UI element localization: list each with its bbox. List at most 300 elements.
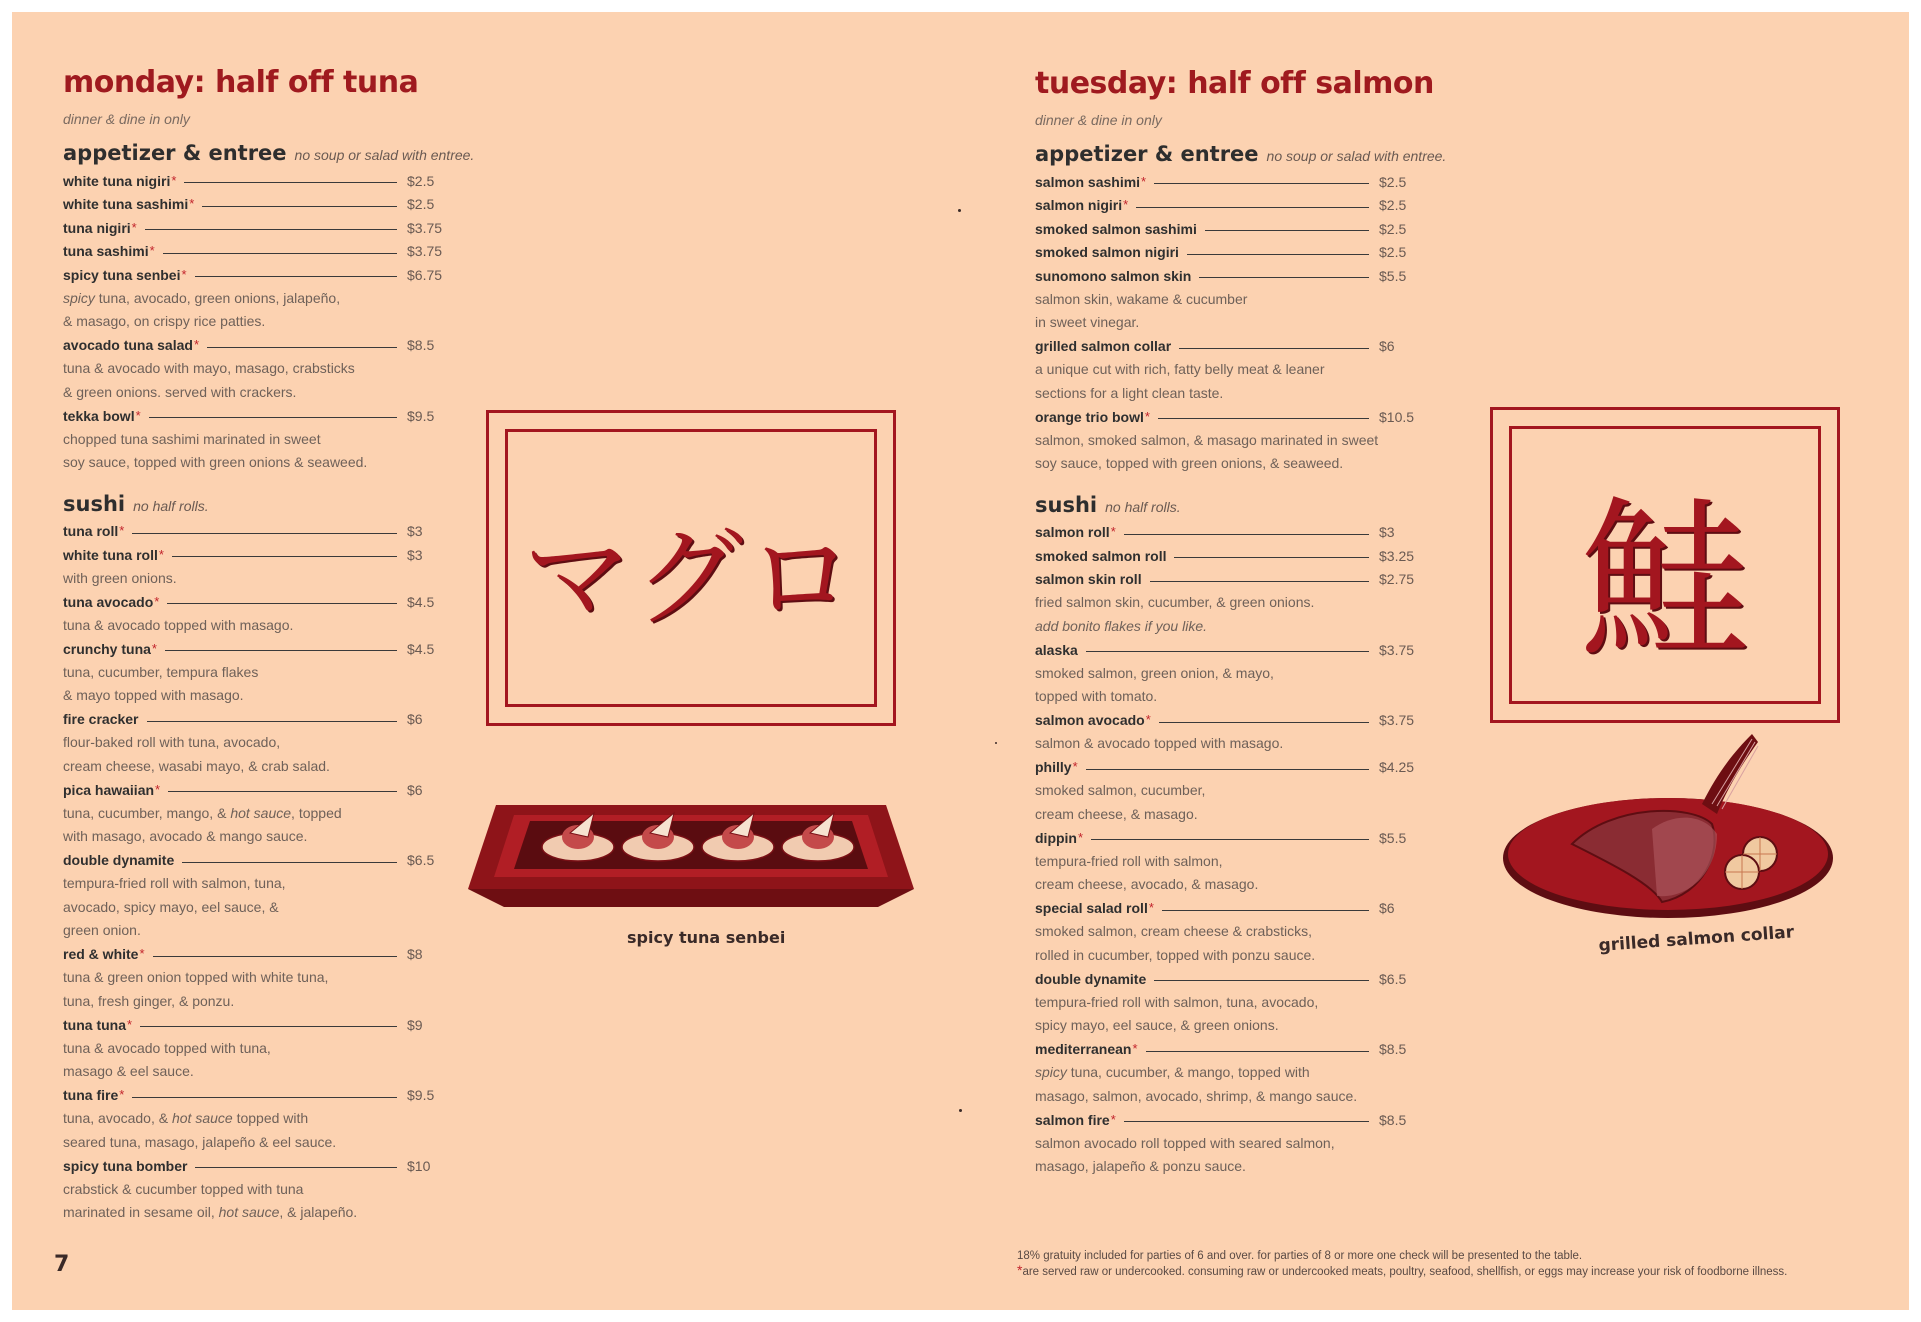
item-description [1035,662,1495,709]
price-leader-line [132,533,397,534]
item-description [1035,850,1495,897]
description-line [1035,1085,1495,1109]
section-note: no half rolls. [133,497,209,514]
description-text: tuna & avocado topped with tuna, [63,1039,271,1056]
item-name: tuna fire [63,1087,119,1104]
price-leader-line [145,229,397,230]
price-leader-line [195,276,397,277]
price-leader-line [1174,557,1369,558]
description-line [63,1131,523,1155]
description-text: tuna, avocado, green onions, jalapeño, [94,289,341,306]
menu-item: philly * $4.25 [1035,756,1417,780]
monday-appetizer-header [63,140,523,169]
item-price: $8.5 [1379,1041,1407,1058]
menu-item [1035,241,1417,265]
item-price: $4.25 [1379,759,1415,776]
item-price: $6 [1379,338,1395,355]
item-price: $3.75 [407,243,443,260]
item-price: $9 [407,1016,423,1033]
raw-food-warning-text: are served raw or undercooked. consuming raw or undercooked meats, poultry, seafood, shellfish, or eggs may increase your risk of foodborne illness. [1022,1266,1788,1278]
item-price: $6.5 [1379,970,1407,987]
menu-item: salmon nigiri * $2.5 [1035,194,1417,218]
price-leader-line [184,182,397,183]
price-leader-line [182,862,397,863]
item-description [1035,288,1495,335]
menu-item [1035,568,1417,592]
monday-title: monday: half off tuna [63,65,419,100]
description-text: a unique cut with rich, fatty belly meat & leaner [1035,361,1325,377]
item-name: white tuna nigiri [63,172,171,189]
description-text: masago, jalapeño & ponzu sauce. [1035,1158,1246,1174]
item-name: salmon roll [1035,524,1110,541]
description-line [63,966,523,990]
description-line [1035,685,1495,709]
description-text: tuna, fresh ginger, & ponzu. [63,992,235,1009]
item-description [63,1037,523,1084]
item-name: avocado tuna salad [63,337,193,354]
item-price: $4.5 [407,640,435,657]
price-leader-line [1086,769,1369,770]
item-name: tuna sashimi [63,243,149,260]
description-line [1035,591,1495,615]
item-name: sunomono salmon skin [1035,267,1192,284]
description-text: tempura-fried roll with salmon, [1035,852,1223,869]
spicy-tuna-senbei-illustration [468,797,914,917]
item-name: mediterranean [1035,1041,1132,1058]
description-line [1035,382,1495,406]
description-line [63,1178,523,1202]
item-name: orange trio bowl [1035,408,1144,425]
item-name: smoked salmon roll [1035,547,1167,564]
item-name: double dynamite [1035,970,1147,987]
section-title: appetizer & entree [1035,142,1259,166]
description-line [1035,452,1495,476]
item-name: pica hawaiian [63,781,155,798]
price-leader-line [207,347,397,348]
menu-item: crunchy tuna * $4.5 [63,637,445,661]
description-text: tuna, cucumber, & mango, topped with [1066,1064,1310,1080]
description-line [63,1201,523,1225]
item-description [1035,1132,1495,1179]
menu-item: red & white * $8 [63,943,445,967]
description-line [1035,732,1495,756]
tuesday-title: tuesday: half off salmon [1035,66,1434,101]
price-leader-line [132,1097,397,1098]
price-leader-line [1205,230,1369,231]
item-price: $6 [407,781,423,798]
item-price: $3 [1379,524,1395,541]
price-leader-line [149,417,397,418]
description-text: tuna, cucumber, tempura flakes [63,663,259,680]
description-line [1035,1061,1495,1085]
item-name: fire cracker [63,711,139,728]
section-title: appetizer & entree [63,141,287,165]
price-leader-line [163,253,397,254]
section-note: no soup or salad with entree. [1266,148,1447,164]
description-line [1035,662,1495,686]
menu-item: orange trio bowl * $10.5 [1035,405,1417,429]
item-price: $3.75 [407,219,443,236]
price-leader-line [172,556,397,557]
description-text: tuna & green onion topped with white tuna, [63,969,329,985]
price-leader-line [1146,1051,1369,1052]
price-leader-line [140,1026,397,1027]
description-line [1035,944,1495,968]
tuesday-column [1035,65,1495,1179]
description-text: cream cheese, wasabi mayo, & crab salad. [63,757,330,774]
description-line [63,896,523,920]
item-name: crunchy tuna [63,640,151,657]
description-text: green onion. [63,922,141,938]
item-name: smoked salmon sashimi [1035,220,1197,237]
menu-item: tuna sashimi * $3.75 [63,240,445,264]
description-line [63,428,523,452]
item-description [63,287,523,334]
description-text: & masago, on crispy rice patties. [63,313,266,329]
item-name: red & white [63,946,139,963]
description-line [1035,779,1495,803]
menu-item: salmon sashimi * $2.5 [1035,170,1417,194]
section-title: sushi [1035,492,1098,517]
description-text: tuna & avocado topped with masago. [63,616,294,633]
price-leader-line [1162,910,1369,911]
item-price: $2.5 [1379,173,1407,190]
description-text: & green onions. served with crackers. [63,383,297,400]
item-description [1035,358,1495,405]
description-text: tuna, avocado, & [63,1110,172,1126]
description-line [1035,429,1495,453]
description-text: masago & eel sauce. [63,1063,194,1079]
item-description [63,872,523,943]
item-description [1035,920,1495,967]
menu-item: avocado tuna salad * $8.5 [63,334,445,358]
description-line [63,1060,523,1084]
item-description [63,966,523,1013]
item-price: $2.75 [1379,571,1415,588]
description-text: seared tuna, masago, jalapeño & eel sauce. [63,1133,337,1150]
price-leader-line [1179,348,1369,349]
item-name: salmon skin roll [1035,571,1142,588]
description-text: with green onions. [63,569,177,586]
item-name: tuna avocado [63,593,154,610]
item-price: $2.5 [1379,220,1407,237]
description-text: cream cheese, & masago. [1035,805,1198,822]
description-text: avocado, spicy mayo, eel sauce, & [63,898,279,915]
description-line [63,661,523,685]
price-leader-line [1158,418,1369,419]
tuesday-sushi-list [1035,521,1495,1179]
description-text: topped with tomato. [1035,688,1158,704]
item-name: salmon sashimi [1035,173,1141,190]
item-name: tekka bowl [63,407,135,424]
description-text: chopped tuna sashimi marinated in sweet [63,430,321,447]
description-text: marinated in sesame oil, [63,1204,219,1220]
raw-food-warning [1017,1263,1897,1279]
item-description [63,661,523,708]
menu-page [12,12,1909,1310]
description-italic: spicy [1035,1064,1067,1080]
section-title: sushi [63,491,126,516]
menu-item: salmon fire * $8.5 [1035,1108,1417,1132]
description-line [1035,850,1495,874]
item-name: philly [1035,759,1072,776]
spicy-tuna-senbei-caption: spicy tuna senbei [627,928,786,947]
item-price: $10 [407,1157,431,1174]
gratuity-note: 18% gratuity included for parties of 6 and over. for parties of 8 or more one check will be presented to the table. [1017,1250,1583,1262]
item-price: $9.5 [407,407,435,424]
description-text: spicy mayo, eel sauce, & green onions. [1035,1017,1279,1033]
description-line [63,990,523,1014]
item-price: $6 [1379,900,1395,917]
item-price: $6.75 [407,266,443,283]
item-price: $3.75 [1379,641,1415,658]
description-line [63,731,523,755]
item-description [63,731,523,778]
decorative-dot [995,742,997,744]
item-name: spicy tuna bomber [63,1157,188,1174]
item-description [1035,1061,1495,1108]
star-marker: * [1017,1262,1023,1278]
item-description [1035,991,1495,1038]
price-leader-line [1159,722,1369,723]
description-text: with masago, avocado & mango sauce. [63,828,308,844]
menu-item: white tuna roll * $3 [63,543,445,567]
item-name: salmon avocado [1035,712,1145,729]
description-line [1035,991,1495,1015]
menu-item [1035,967,1417,991]
menu-item [1035,217,1417,241]
grilled-salmon-collar-illustration [1502,734,1842,934]
price-leader-line [1150,581,1369,582]
price-leader-line [168,791,397,792]
price-leader-line [202,206,397,207]
description-text: salmon skin, wakame & cucumber [1035,290,1248,307]
monday-sushi-list [63,520,523,1225]
item-price: $5.5 [1379,829,1407,846]
menu-item: tuna fire * $9.5 [63,1084,445,1108]
menu-item [1035,544,1417,568]
description-italic: hot sauce [230,804,292,821]
description-line [63,755,523,779]
item-price: $10.5 [1379,408,1415,425]
description-text: crabstick & cucumber topped with tuna [63,1180,304,1197]
description-line [63,684,523,708]
item-description [1035,591,1495,638]
footer-disclaimer [1017,1249,1897,1279]
tuesday-sushi-header [1035,492,1495,521]
description-text: tempura-fried roll with salmon, tuna, avocado, [1035,993,1319,1010]
description-text: topped with [232,1110,309,1126]
description-text: flour-baked roll with tuna, avocado, [63,734,281,750]
description-text: tuna, cucumber, mango, & [63,804,231,821]
description-text: tempura-fried roll with salmon, tuna, [63,875,286,891]
description-line [63,451,523,475]
description-text: salmon avocado roll topped with seared salmon, [1035,1134,1335,1151]
item-description [63,428,523,475]
description-italic: hot sauce [171,1110,233,1126]
description-text: salmon & avocado topped with masago. [1035,735,1284,751]
description-line [1035,288,1495,312]
item-price: $3.25 [1379,547,1415,564]
section-note: no half rolls. [1105,498,1181,515]
description-line [63,825,523,849]
description-text: smoked salmon, cucumber, [1035,782,1206,798]
description-line [1035,1155,1495,1179]
menu-item: tuna tuna * $9 [63,1013,445,1037]
description-text: smoked salmon, green onion, & mayo, [1035,664,1274,681]
item-name: special salad roll [1035,900,1148,917]
description-text: masago, salmon, avocado, shrimp, & mango sauce. [1035,1087,1358,1104]
item-description [63,357,523,404]
page-number: 7 [54,1252,70,1277]
salmon-kanji-inner-frame [1509,426,1821,704]
description-line [63,381,523,405]
menu-item: pica hawaiian * $6 [63,778,445,802]
description-text: in sweet vinegar. [1035,314,1140,330]
item-description [63,1178,523,1225]
description-line [63,287,523,311]
price-leader-line [1124,1121,1369,1122]
description-line [63,614,523,638]
item-price: $5.5 [1379,267,1407,284]
menu-item [63,708,445,732]
item-name: white tuna sashimi [63,196,189,213]
description-text: rolled in cucumber, topped with ponzu sauce. [1035,946,1316,963]
description-line [63,1037,523,1061]
description-line [1035,873,1495,897]
item-description [1035,779,1495,826]
item-name: tuna roll [63,523,119,540]
description-text: & mayo topped with masago. [63,687,244,703]
grilled-salmon-collar-caption: grilled salmon collar [1598,922,1795,956]
item-description [63,567,523,591]
salmon-kanji: 鮭 [1579,481,1750,680]
description-line [1035,920,1495,944]
monday-sushi-header [63,491,523,520]
item-name: double dynamite [63,852,175,869]
price-leader-line [195,1167,397,1168]
description-text: soy sauce, topped with green onions & seaweed. [63,454,368,470]
price-leader-line [1136,207,1369,208]
description-text: , topped [291,804,342,821]
description-line [1035,1014,1495,1038]
description-line [63,310,523,334]
description-line [1035,358,1495,382]
decorative-dot [959,1109,962,1112]
menu-item: white tuna nigiri * $2.5 [63,169,445,193]
description-line [1035,1132,1495,1156]
description-line [63,567,523,591]
menu-item [1035,264,1417,288]
menu-item [63,849,445,873]
description-text: , & jalapeño. [279,1204,358,1220]
description-line [63,1107,523,1131]
description-text: salmon, smoked salmon, & masago marinated in sweet [1035,431,1379,448]
price-leader-line [1154,980,1369,981]
menu-item [1035,638,1417,662]
menu-item: spicy tuna senbei * $6.75 [63,263,445,287]
item-name: tuna tuna [63,1016,126,1033]
item-name: tuna nigiri [63,219,131,236]
item-name: salmon fire [1035,1111,1110,1128]
menu-item: special salad roll * $6 [1035,897,1417,921]
menu-item: tuna roll * $3 [63,520,445,544]
menu-item [63,1154,445,1178]
item-name: alaska [1035,641,1078,658]
price-leader-line [1154,183,1369,184]
description-text: sections for a light clean taste. [1035,384,1224,401]
item-description [63,1107,523,1154]
price-leader-line [1187,254,1369,255]
item-description [1035,429,1495,476]
description-text: fried salmon skin, cucumber, & green onions. [1035,594,1315,610]
menu-item: salmon roll * $3 [1035,521,1417,545]
tuna-kanji-frame [486,410,896,726]
monday-column [63,64,523,1225]
salmon-kanji-frame [1490,407,1840,723]
price-leader-line [165,650,397,651]
item-price: $3 [407,546,423,563]
description-line [63,802,523,826]
decorative-dot [958,209,961,212]
item-price: $2.5 [1379,244,1407,261]
tuesday-appetizer-list [1035,170,1495,476]
price-leader-line [147,721,397,722]
menu-item: tuna avocado * $4.5 [63,590,445,614]
item-description [63,802,523,849]
item-price: $2.5 [1379,197,1407,214]
description-line [63,357,523,381]
menu-item: white tuna sashimi * $2.5 [63,193,445,217]
description-italic: hot sauce [218,1204,280,1220]
item-price: $2.5 [407,196,435,213]
description-text: tuna & avocado with mayo, masago, crabsticks [63,360,355,376]
item-price: $6 [407,711,423,728]
description-line [63,919,523,943]
menu-item: tekka bowl * $9.5 [63,404,445,428]
item-price: $8.5 [407,337,435,354]
monday-note: dinner & dine in only [63,111,190,127]
item-price: $6.5 [407,852,435,869]
menu-item: salmon avocado * $3.75 [1035,709,1417,733]
description-line [63,872,523,896]
item-price: $2.5 [407,172,435,189]
item-price: $3 [407,523,423,540]
description-text: cream cheese, avocado, & masago. [1035,876,1259,892]
price-leader-line [1124,534,1369,535]
item-price: $9.5 [407,1087,435,1104]
item-price: $8.5 [1379,1111,1407,1128]
tuna-kanji: マグロ [522,515,859,641]
description-line [1035,311,1495,335]
menu-item: dippin * $5.5 [1035,826,1417,850]
item-price: $8 [407,946,423,963]
tuesday-note: dinner & dine in only [1035,112,1162,128]
tuna-kanji-inner-frame [505,429,877,707]
menu-item: tuna nigiri * $3.75 [63,216,445,240]
description-text: smoked salmon, cream cheese & crabsticks, [1035,923,1312,939]
item-name: dippin [1035,829,1077,846]
item-name: smoked salmon nigiri [1035,244,1179,261]
price-leader-line [167,603,397,604]
description-italic: add bonito flakes if you like. [1035,617,1207,634]
item-description [63,614,523,638]
item-price: $3.75 [1379,712,1415,729]
price-leader-line [153,956,397,957]
description-line [1035,803,1495,827]
item-name: salmon nigiri [1035,197,1123,214]
section-note: no soup or salad with entree. [294,147,475,163]
